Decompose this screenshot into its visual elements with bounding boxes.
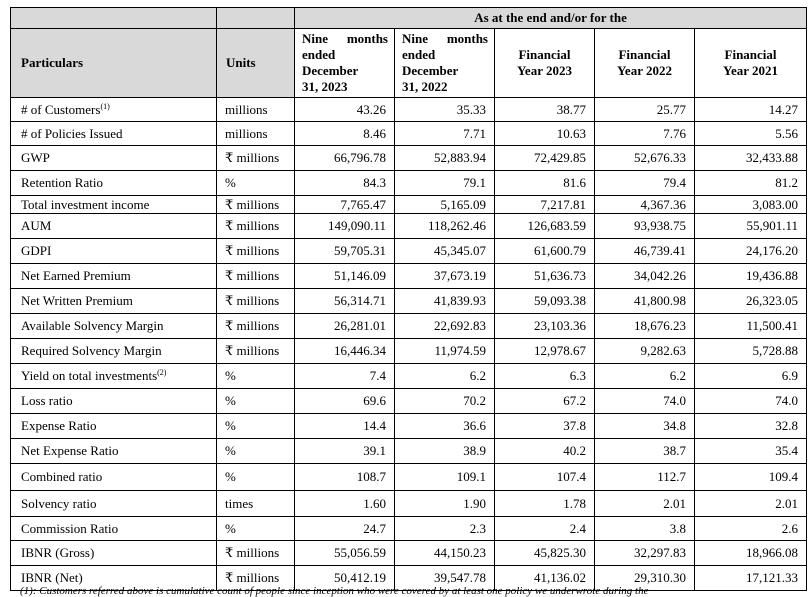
header-line: Year 2023 [516,63,572,78]
row-unit: ₹ millions [217,339,295,364]
value-cell: 107.4 [495,464,595,491]
value-cell: 45,345.07 [395,239,495,264]
table-row [11,517,807,541]
value-cell: 40.2 [495,439,595,464]
row-label: IBNR (Gross) [21,545,95,560]
value-cell: 52,883.94 [395,146,495,171]
row-label: # of Customers [21,101,101,117]
value-cell: 41,839.93 [395,289,495,314]
row-label: Net Earned Premium [21,268,131,283]
row-label-cell [11,389,217,414]
value-cell: 5,728.88 [695,339,807,364]
value-cell: 51,636.73 [495,264,595,289]
value-cell: 16,446.34 [295,339,395,364]
row-label: Net Written Premium [21,293,133,308]
value-cell: 25.77 [595,98,695,122]
value-cell: 24.7 [295,517,395,541]
row-label: Yield on total investments [21,368,158,383]
value-cell: 18,676.23 [595,314,695,339]
table-row [11,389,807,414]
table-row [11,314,807,339]
group-header: As at the end and/or for the [295,8,807,29]
row-unit: millions [217,122,295,146]
value-cell: 84.3 [295,171,395,196]
value-cell: 4,367.36 [595,196,695,214]
value-cell: 6.2 [595,364,695,389]
value-cell: 74.0 [595,389,695,414]
row-label-cell [11,314,217,339]
table-row [11,239,807,264]
value-cell: 112.7 [595,464,695,491]
row-unit: ₹ millions [217,196,295,214]
header-line: Year 2021 [723,63,779,78]
value-cell: 1.60 [295,491,395,517]
value-cell: 1.78 [495,491,595,517]
table-row [11,171,807,196]
row-unit: ₹ millions [217,541,295,566]
value-cell: 7.4 [295,364,395,389]
footnote: (1): Customers referred above is cumulative count of people since inception who were covered by at least one policy we underwrote during the [20,585,649,597]
header-line: Financial [724,47,777,62]
header-line: 31, 2022 [402,79,448,94]
value-cell: 72,429.85 [495,146,595,171]
row-label: Combined ratio [21,469,103,484]
row-label: IBNR (Net) [21,570,83,585]
value-cell: 5,165.09 [395,196,495,214]
value-cell: 23,103.36 [495,314,595,339]
row-unit: % [217,439,295,464]
value-cell: 55,901.11 [695,214,807,239]
row-unit: % [217,389,295,414]
row-label-cell [11,98,217,122]
value-cell: 7,217.81 [495,196,595,214]
header-line: Year 2022 [616,63,672,78]
row-unit: % [217,414,295,439]
value-cell: 26,323.05 [695,289,807,314]
value-cell: 126,683.59 [495,214,595,239]
value-cell: 3,083.00 [695,196,807,214]
value-cell: 32.8 [695,414,807,439]
value-cell: 17,121.33 [695,566,807,591]
value-cell: 118,262.46 [395,214,495,239]
value-cell: 11,974.59 [395,339,495,364]
value-cell: 93,938.75 [595,214,695,239]
header-line: Financial [518,47,571,62]
value-cell: 38.9 [395,439,495,464]
value-cell: 44,150.23 [395,541,495,566]
value-cell: 14.4 [295,414,395,439]
column-header-fy-2021 [695,29,807,98]
table-row [11,214,807,239]
value-cell: 29,310.30 [595,566,695,591]
value-cell: 34,042.26 [595,264,695,289]
row-label-cell [11,196,217,214]
financial-metrics-table [10,7,807,591]
value-cell: 39.1 [295,439,395,464]
value-cell: 2.3 [395,517,495,541]
row-label: Net Expense Ratio [21,443,119,458]
value-cell: 7.76 [595,122,695,146]
row-label: Required Solvency Margin [21,343,162,358]
value-cell: 109.4 [695,464,807,491]
value-cell: 45,825.30 [495,541,595,566]
row-label-cell [11,364,217,389]
row-label-cell [11,541,217,566]
value-cell: 9,282.63 [595,339,695,364]
table-row [11,289,807,314]
table-row [11,414,807,439]
column-header-units: Units [217,29,295,98]
value-cell: 5.56 [695,122,807,146]
table-row [11,196,807,214]
row-unit: % [217,464,295,491]
row-label-cell [11,289,217,314]
row-label: Commission Ratio [21,520,119,536]
row-label-cell [11,239,217,264]
table-row [11,541,807,566]
value-cell: 11,500.41 [695,314,807,339]
header-line: ended [302,47,336,62]
value-cell: 74.0 [695,389,807,414]
value-cell: 12,978.67 [495,339,595,364]
table-row [11,464,807,491]
header-blank-units [217,8,295,29]
table-row [11,146,807,171]
value-cell: 10.63 [495,122,595,146]
column-header-row [11,29,807,98]
row-unit: % [217,364,295,389]
table-row [11,439,807,464]
value-cell: 108.7 [295,464,395,491]
value-cell: 6.3 [495,364,595,389]
value-cell: 46,739.41 [595,239,695,264]
row-label: Retention Ratio [21,175,103,190]
value-cell: 59,705.31 [295,239,395,264]
row-label: AUM [21,218,52,233]
value-cell: 2.4 [495,517,595,541]
header-line: December [402,63,459,78]
value-cell: 67.2 [495,389,595,414]
row-unit: ₹ millions [217,566,295,591]
group-header-row [11,8,807,29]
table-row [11,122,807,146]
value-cell: 2.6 [695,517,807,541]
value-cell: 18,966.08 [695,541,807,566]
row-label-cell [11,264,217,289]
value-cell: 35.4 [695,439,807,464]
row-unit: % [217,171,295,196]
row-unit: ₹ millions [217,146,295,171]
value-cell: 24,176.20 [695,239,807,264]
value-cell: 109.1 [395,464,495,491]
value-cell: 51,146.09 [295,264,395,289]
value-cell: 7.71 [395,122,495,146]
table-row [11,264,807,289]
value-cell: 81.6 [495,171,595,196]
value-cell: 2.01 [695,491,807,517]
header-line: December [302,63,359,78]
header-line: 31, 2023 [302,79,348,94]
column-header-nine-months-2023 [295,29,395,98]
row-label-cell [11,214,217,239]
value-cell: 79.4 [595,171,695,196]
value-cell: 39,547.78 [395,566,495,591]
row-label-cell [11,517,217,541]
row-label: Expense Ratio [21,418,97,433]
value-cell: 8.46 [295,122,395,146]
header-line: Nine months [402,31,488,46]
header-line: Nine months [302,31,388,46]
footnote-reference: (1) [100,101,110,111]
value-cell: 149,090.11 [295,214,395,239]
row-label-cell [11,491,217,517]
row-label-cell [11,464,217,491]
value-cell: 69.6 [295,389,395,414]
column-header-fy-2022 [595,29,695,98]
value-cell: 3.8 [595,517,695,541]
value-cell: 55,056.59 [295,541,395,566]
header-line: ended [402,47,436,62]
value-cell: 50,412.19 [295,566,395,591]
value-cell: 52,676.33 [595,146,695,171]
value-cell: 41,136.02 [495,566,595,591]
value-cell: 81.2 [695,171,807,196]
header-line: Financial [618,47,671,62]
row-unit: % [217,517,295,541]
column-header-particulars: Particulars [11,29,217,98]
value-cell: 37.8 [495,414,595,439]
value-cell: 14.27 [695,98,807,122]
value-cell: 6.2 [395,364,495,389]
value-cell: 35.33 [395,98,495,122]
value-cell: 22,692.83 [395,314,495,339]
table-body [11,98,807,591]
value-cell: 32,297.83 [595,541,695,566]
row-unit: millions [217,98,295,122]
row-unit: ₹ millions [217,314,295,339]
value-cell: 32,433.88 [695,146,807,171]
row-label: Total investment income [21,196,150,212]
value-cell: 7,765.47 [295,196,395,214]
value-cell: 34.8 [595,414,695,439]
value-cell: 56,314.71 [295,289,395,314]
row-label-cell [11,414,217,439]
value-cell: 79.1 [395,171,495,196]
value-cell: 2.01 [595,491,695,517]
row-label-cell [11,171,217,196]
table-row [11,364,807,389]
value-cell: 38.77 [495,98,595,122]
table-row [11,491,807,517]
value-cell: 43.26 [295,98,395,122]
column-header-nine-months-2022 [395,29,495,98]
row-unit: ₹ millions [217,214,295,239]
value-cell: 66,796.78 [295,146,395,171]
value-cell: 19,436.88 [695,264,807,289]
header-blank-particulars [11,8,217,29]
value-cell: 38.7 [595,439,695,464]
row-label-cell [11,439,217,464]
row-label: Solvency ratio [21,495,97,511]
value-cell: 1.90 [395,491,495,517]
row-label: GWP [21,150,50,165]
value-cell: 6.9 [695,364,807,389]
table-row [11,98,807,122]
row-unit: ₹ millions [217,289,295,314]
row-unit: ₹ millions [217,264,295,289]
row-label: Loss ratio [21,393,73,408]
row-label-cell [11,122,217,146]
value-cell: 36.6 [395,414,495,439]
row-label: # of Policies Issued [21,125,123,141]
value-cell: 59,093.38 [495,289,595,314]
table-row [11,339,807,364]
value-cell: 41,800.98 [595,289,695,314]
value-cell: 37,673.19 [395,264,495,289]
column-header-fy-2023 [495,29,595,98]
row-unit: times [217,491,295,517]
value-cell: 70.2 [395,389,495,414]
footnote-reference: (2) [157,368,167,377]
value-cell: 26,281.01 [295,314,395,339]
row-label-cell [11,339,217,364]
row-unit: ₹ millions [217,239,295,264]
value-cell: 61,600.79 [495,239,595,264]
row-label-cell [11,146,217,171]
row-label: GDPI [21,243,52,258]
row-label: Available Solvency Margin [21,318,164,333]
